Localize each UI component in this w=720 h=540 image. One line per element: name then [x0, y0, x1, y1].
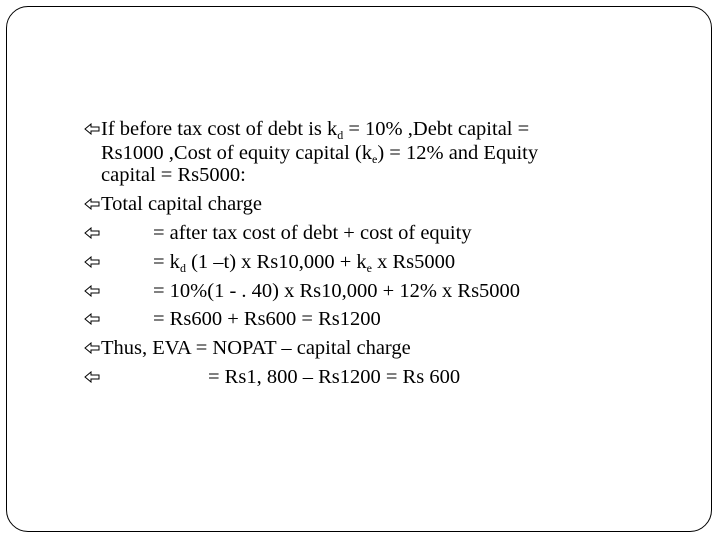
bullet-text: = Rs1, 800 – Rs1200 = Rs 600: [208, 366, 461, 388]
bullet-icon: [84, 279, 100, 303]
bullet-icon: [84, 250, 100, 274]
bullet-text: Rs1000 ,Cost of equity capital $(k_e) = 12\%$ and Equity: [101, 142, 539, 166]
bullet-text: capital = Rs5000:: [101, 164, 246, 186]
bullet-text: = 10%(1 - . 40) x Rs10,000 + 12% x Rs5000: [153, 280, 521, 302]
bullet-text: If before tax cost of debt is $k_d = 10\%$ ,Debt capital =: [101, 118, 530, 142]
bullet-icon: [84, 117, 100, 141]
bullet-icon: [84, 365, 100, 389]
bullet-icon: [84, 307, 100, 331]
bullet-text: = after tax cost of debt + cost of equity: [153, 222, 472, 244]
bullet-text: Total capital charge: [101, 193, 262, 215]
bullet-icon: [84, 221, 100, 245]
bullet-text: = $k_d$ (1 –t) x $Rs10,000 + k_e$ x Rs5000: [153, 251, 456, 275]
bullet-icon: [84, 192, 100, 216]
bullet-text: = Rs600 + Rs600 = Rs1200: [153, 308, 381, 330]
bullet-icon: [84, 336, 100, 360]
bullet-text: Thus, EVA = NOPAT – capital charge: [101, 337, 411, 359]
